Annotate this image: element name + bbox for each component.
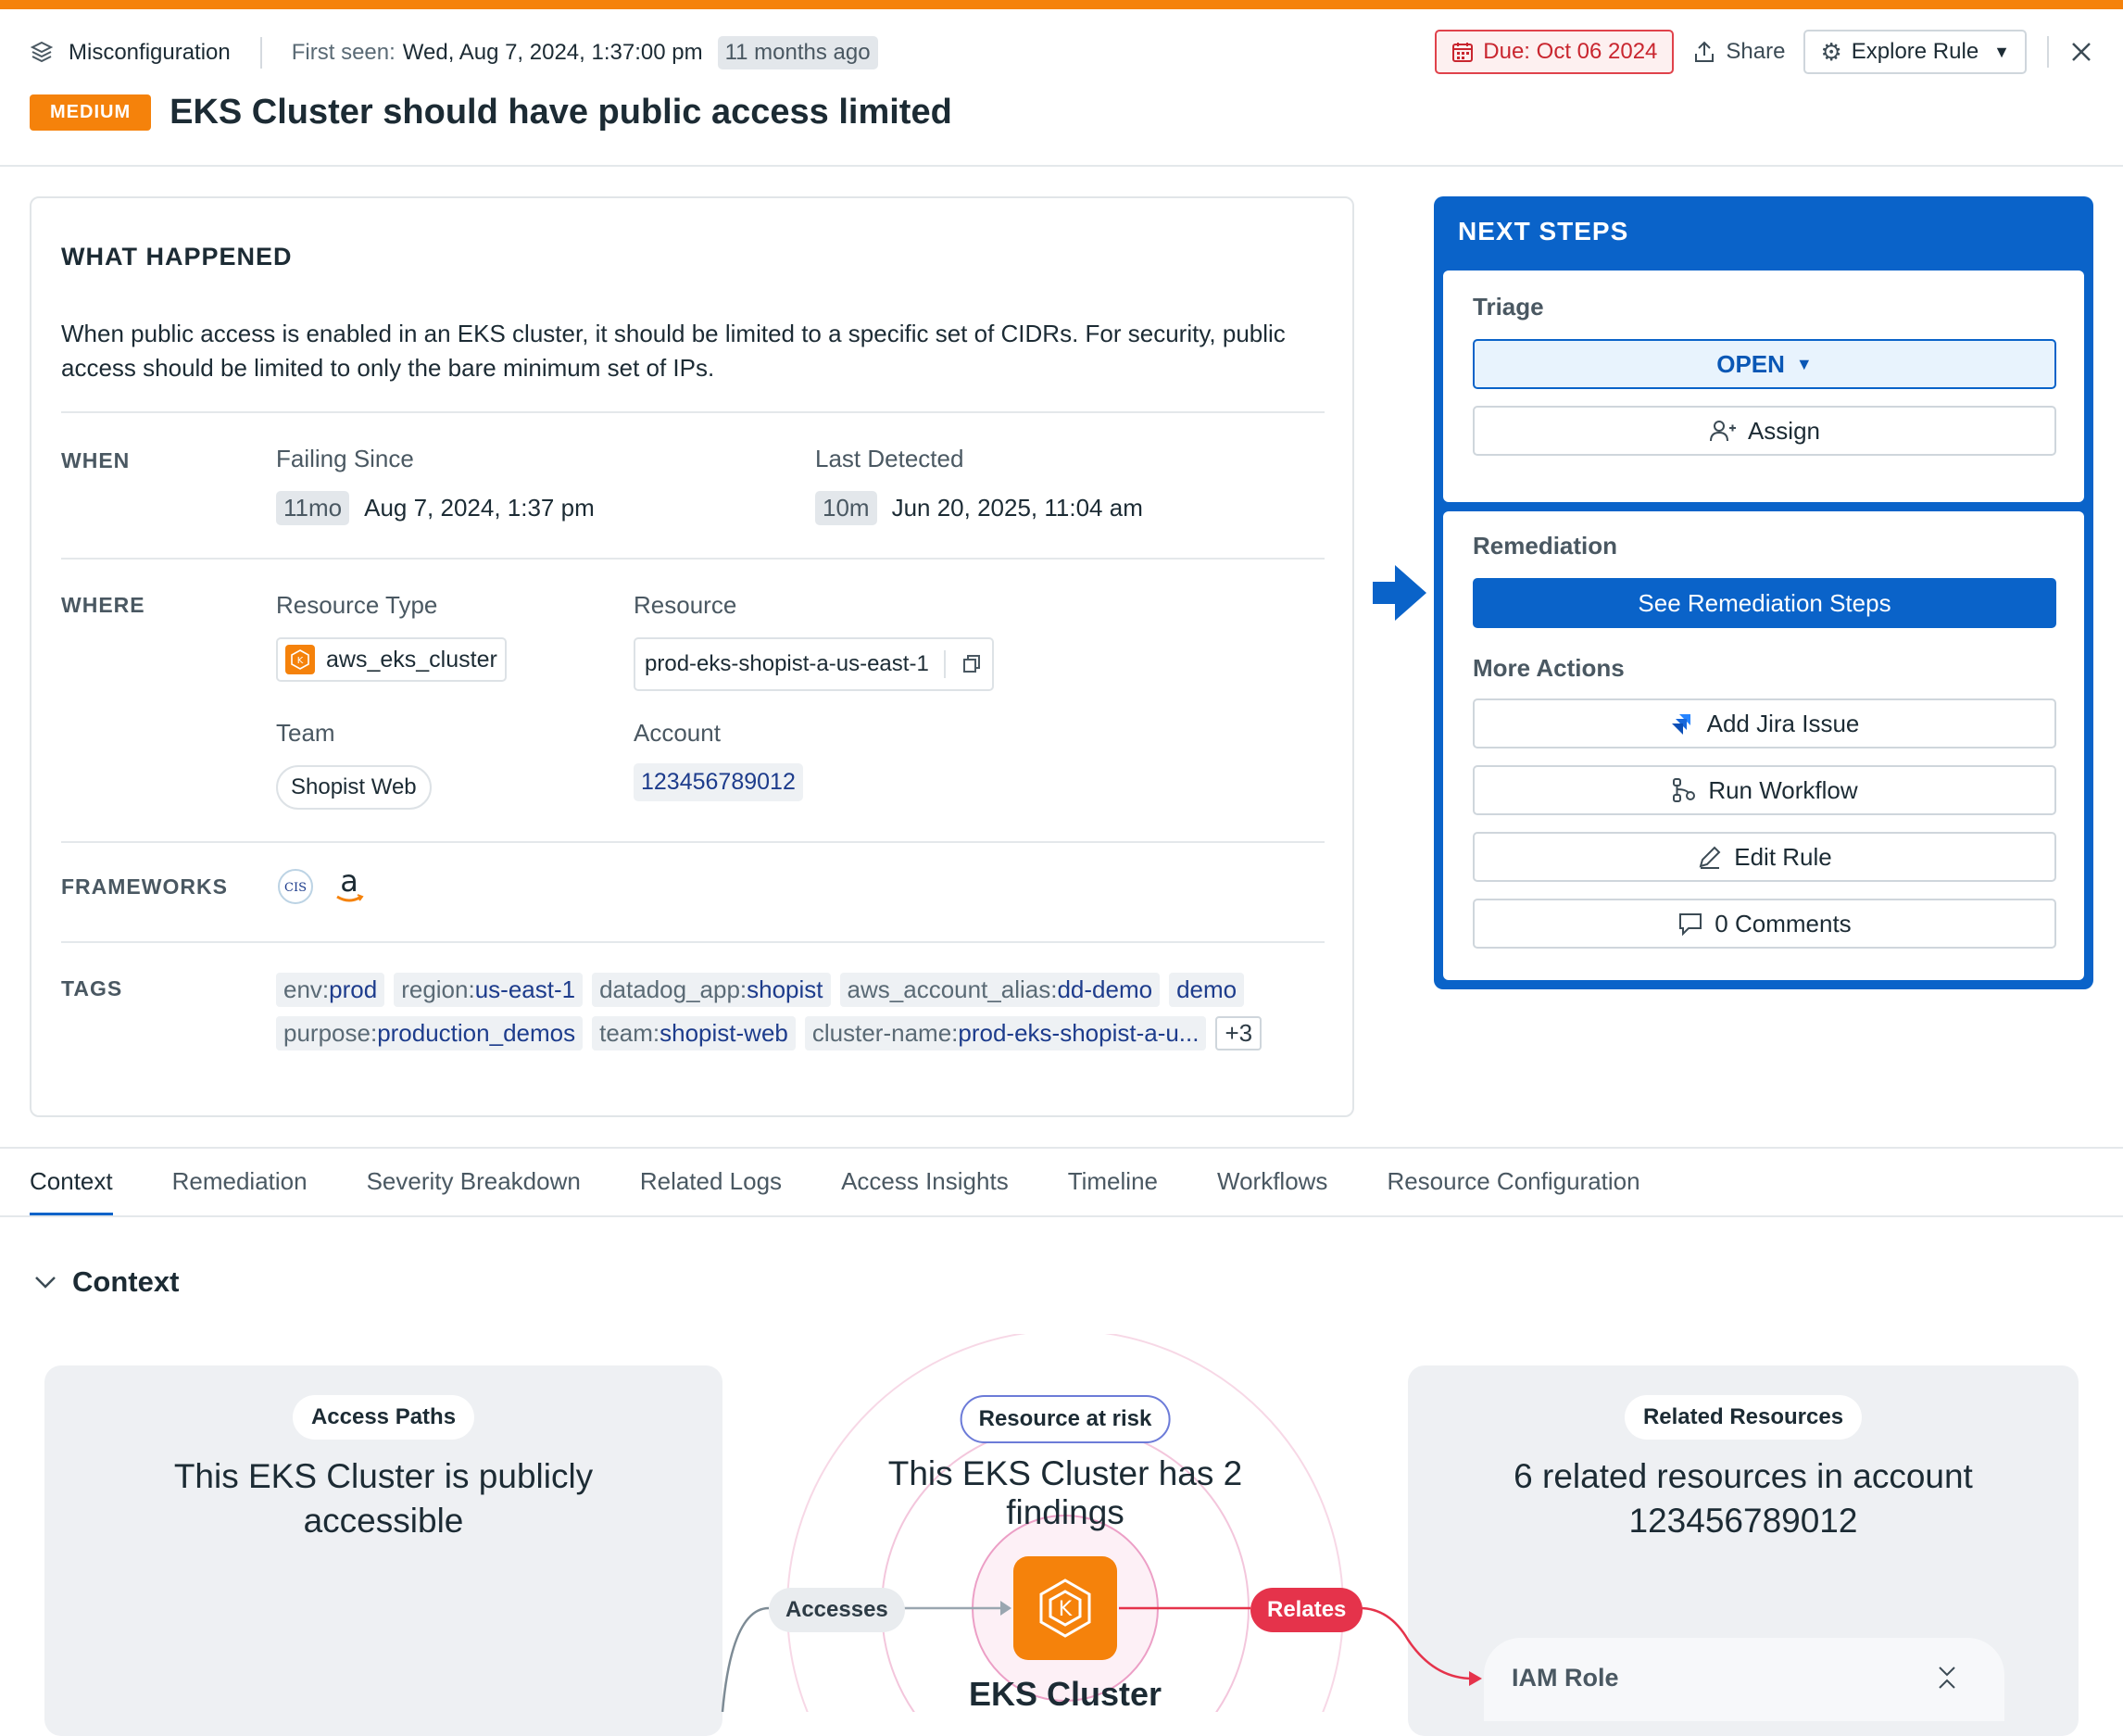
tags-more-button[interactable]: +3 [1215,1016,1262,1050]
tag-value: shopist [747,975,823,1003]
tag-value: demo [1176,975,1237,1003]
tab-workflows[interactable]: Workflows [1217,1166,1328,1195]
failing-since-value [276,491,595,525]
status-value: OPEN [1716,349,1785,378]
tag-key: cluster-name: [811,1019,959,1047]
assign-button[interactable] [1473,406,2056,456]
failing-since-date: Aug 7, 2024, 1:37 pm [364,494,595,522]
finding-type: Misconfiguration [69,40,231,65]
share-icon [1692,40,1716,64]
eks-icon [285,645,315,674]
add-user-icon [1709,419,1737,443]
explore-rule-label: Explore Rule [1851,39,1979,64]
where-label: WHERE [61,593,145,617]
tab-severity-breakdown[interactable]: Severity Breakdown [366,1166,581,1195]
severity-top-bar [0,0,2123,9]
frameworks-label: FRAMEWORKS [61,874,228,899]
amazon-logo-icon[interactable] [330,867,369,906]
next-steps-heading: NEXT STEPS [1458,217,1629,245]
share-label: Share [1726,39,1786,64]
access-paths-badge: Access Paths [293,1395,474,1440]
resource-at-risk-text: This EKS Cluster has 2 findings [887,1454,1243,1531]
divider [944,650,946,678]
team-label: Team [276,719,335,747]
tab-access-insights[interactable]: Access Insights [841,1166,1009,1195]
caret-down-icon: ▼ [1795,354,1813,373]
svg-text:a: a [340,867,358,899]
tag-key: env: [283,975,330,1003]
header-actions [1435,30,2093,74]
misconfiguration-icon [30,41,54,65]
tag-value: dd-demo [1057,975,1153,1003]
title-row [30,93,952,132]
severity-badge: MEDIUM [30,94,151,131]
tag-chip[interactable] [592,973,830,1007]
share-button[interactable] [1692,39,1785,65]
arrow-right-icon [1373,563,1428,627]
related-resources-text: 6 related resources in account 123456789012 [1514,1457,1973,1540]
tag-key: region: [401,975,475,1003]
tab-remediation[interactable]: Remediation [171,1166,308,1195]
tab-context[interactable]: Context [30,1147,113,1215]
tab-resource-configuration[interactable]: Resource Configuration [1387,1166,1640,1195]
header-divider [0,165,2123,167]
tab-bar [30,1147,1640,1215]
collapse-icon[interactable] [1936,1664,1958,1692]
tag-value: prod-eks-shopist-a-u... [958,1019,1200,1047]
triage-section [1443,270,2084,502]
context-heading: Context [72,1265,180,1298]
workflow-icon [1671,777,1697,803]
tag-value: shopist-web [660,1019,788,1047]
tag-chip[interactable] [276,1016,583,1050]
due-date-button[interactable] [1435,30,1674,74]
what-happened-description: When public access is enabled in an EKS cluster, it should be limited to a specific set of CIDRs. For security, public access should be limited to only the bare minimum set of IPs. [61,320,1286,382]
tab-related-logs[interactable]: Related Logs [639,1166,783,1195]
eks-cluster-node-label: EKS Cluster [968,1675,1162,1713]
tags-list [276,973,1323,1050]
accesses-edge-label: Accesses [769,1588,905,1632]
comment-icon [1677,911,1703,937]
tag-key: aws_account_alias: [847,975,1058,1003]
divider [61,558,1325,560]
jira-icon [1670,711,1696,736]
iam-role-label: IAM Role [1512,1664,1619,1692]
gear-icon: ⚙ [1820,37,1842,66]
comments-label: 0 Comments [1715,909,1852,937]
first-seen-label: First seen: [291,40,396,65]
explore-rule-dropdown[interactable] [1803,30,2027,74]
tag-key: datadog_app: [599,975,747,1003]
divider [61,411,1325,413]
chevron-down-icon [33,1274,57,1290]
comments-button[interactable] [1473,899,2056,949]
last-detected-value [815,491,1143,525]
tag-value: production_demos [377,1019,576,1047]
tag-key: team: [599,1019,660,1047]
team-chip[interactable]: Shopist Web [276,765,432,810]
resource-type-value: aws_eks_cluster [326,646,497,673]
resource-at-risk-panel [722,1352,1408,1723]
tabs-bottom-divider [0,1215,2123,1217]
copy-icon[interactable] [961,653,983,675]
failing-since-ago: 11mo [276,491,349,525]
resource-chip[interactable] [634,637,994,691]
edit-rule-label: Edit Rule [1734,842,1832,871]
status-dropdown[interactable] [1473,339,2056,389]
svg-text:K: K [1058,1598,1073,1621]
framework-logos [276,867,369,906]
account-label: Account [634,719,721,747]
when-label: WHEN [61,448,131,472]
divider [2047,36,2049,68]
tag-chip[interactable] [840,973,1161,1007]
relates-edge-label: Relates [1250,1588,1363,1632]
divider [61,841,1325,843]
close-icon[interactable] [2069,40,2093,64]
next-steps-panel [1434,196,2093,989]
see-remediation-steps-button[interactable]: See Remediation Steps [1473,578,2056,628]
eks-cluster-node-icon[interactable] [1013,1556,1117,1660]
add-jira-issue-button[interactable] [1473,698,2056,748]
run-workflow-label: Run Workflow [1708,775,1858,804]
tag-chip[interactable] [394,973,583,1007]
what-happened-card [30,196,1354,1117]
tags-label: TAGS [61,976,123,1000]
access-paths-text: This EKS Cluster is publicly accessible [173,1457,594,1540]
due-date-label: Due: Oct 06 2024 [1483,39,1658,64]
remediation-label: Remediation [1473,532,1618,560]
context-section-toggle[interactable] [33,1265,179,1299]
divider [260,37,262,69]
resource-value: prod-eks-shopist-a-us-east-1 [645,651,929,676]
add-jira-issue-label: Add Jira Issue [1706,709,1860,737]
tag-chip[interactable] [592,1016,796,1050]
edit-rule-button[interactable] [1473,832,2056,882]
what-happened-heading: WHAT HAPPENED [61,243,293,270]
remediation-section [1443,511,2084,980]
caret-down-icon: ▼ [1993,42,2010,61]
tag-chip[interactable] [276,973,384,1007]
triage-label: Triage [1473,293,1544,321]
tab-timeline[interactable]: Timeline [1067,1166,1158,1195]
finding-meta [30,32,878,73]
related-resources-badge: Related Resources [1625,1395,1862,1440]
last-detected-date: Jun 20, 2025, 11:04 am [891,494,1143,522]
first-seen-ago: 11 months ago [718,36,878,69]
svg-text:CIS: CIS [284,881,307,895]
pencil-icon [1697,844,1723,870]
page-title: EKS Cluster should have public access limited [170,93,952,132]
tag-key: purpose: [283,1019,378,1047]
resource-type-label: Resource Type [276,591,438,619]
assign-label: Assign [1747,416,1821,445]
failing-since-label: Failing Since [276,445,414,472]
calendar-icon [1451,41,1474,63]
resource-type-chip[interactable] [276,637,507,682]
tag-value: us-east-1 [474,975,576,1003]
svg-text:K: K [296,656,304,666]
resource-at-risk-badge: Resource at risk [961,1395,1171,1443]
tag-chip[interactable] [805,1016,1207,1050]
iam-role-card[interactable] [1484,1638,2004,1721]
tag-value: prod [329,975,378,1003]
account-value[interactable]: 123456789012 [634,763,803,801]
resource-label: Resource [634,591,737,619]
last-detected-label: Last Detected [815,445,964,472]
last-detected-ago: 10m [815,491,877,525]
divider [61,941,1325,943]
run-workflow-button[interactable] [1473,765,2056,815]
first-seen-value: Wed, Aug 7, 2024, 1:37:00 pm [402,40,703,65]
tag-chip[interactable] [1169,973,1244,1007]
cis-logo-icon[interactable] [276,867,315,906]
more-actions-label: More Actions [1473,654,1625,682]
